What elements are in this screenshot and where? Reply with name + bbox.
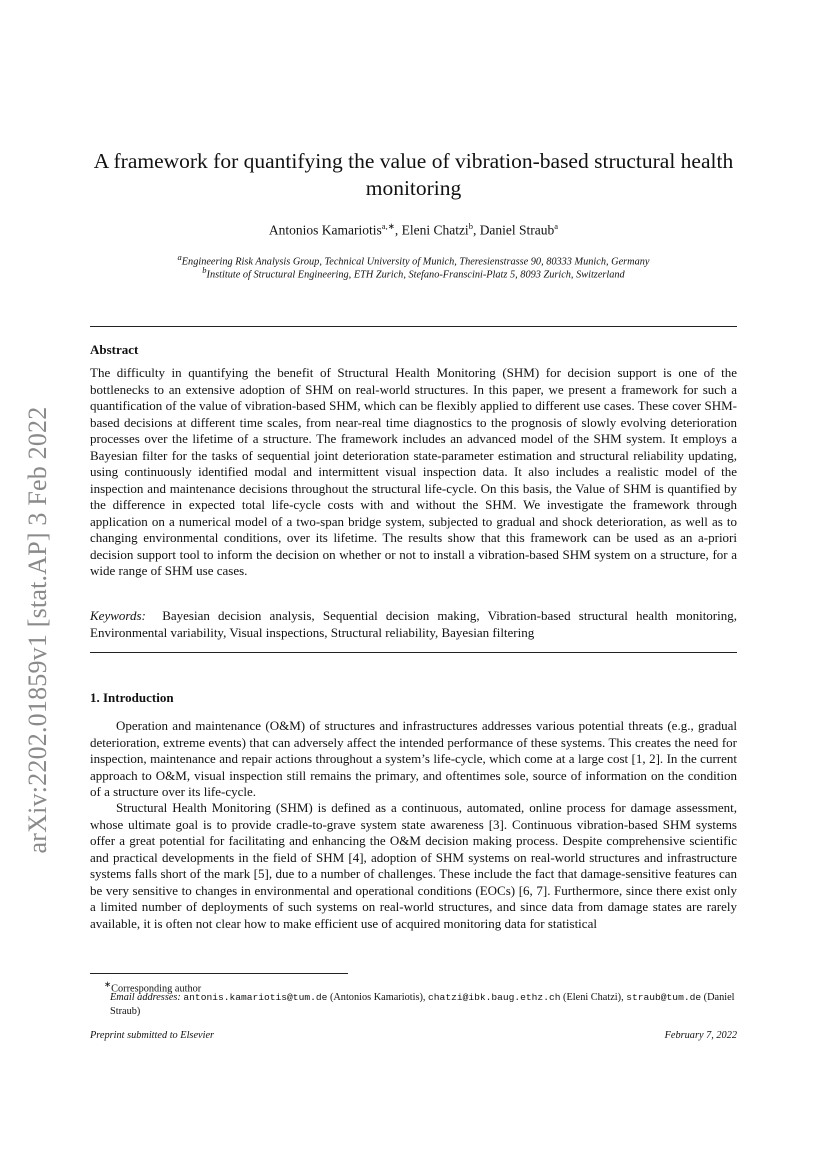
author-list: Antonios Kamariotis$^{a,∗}$, Eleni Chatzi$^b$, Daniel Straub$^a$ <box>268 221 559 238</box>
keywords-text: Bayesian decision analysis, Sequential decision making, Vibration-based structural health monitoring, Environmental variability, Visual inspections, Structural reliability, Bayesian filtering <box>90 608 737 640</box>
preprint-note: Preprint submitted to Elsevier <box>90 1030 215 1041</box>
email-link[interactable]: antonis.kamariotis@tum.de <box>183 992 328 1003</box>
email-link[interactable]: chatzi@ibk.baug.ethz.ch <box>428 992 561 1003</box>
affiliation: $^a$Engineering Risk Analysis Group, Technical University of Munich, Theresienstrasse 90, 80333 Munich, Germany <box>177 252 650 268</box>
divider <box>90 326 737 327</box>
author-affiliation-mark: b <box>468 221 473 231</box>
abstract-heading: Abstract <box>90 342 139 357</box>
author-name: Daniel Straub <box>479 222 555 238</box>
divider <box>90 652 737 653</box>
author-name: Eleni Chatzi <box>401 222 469 238</box>
arxiv-identifier: arXiv:2202.01859v1 [stat.AP] 3 Feb 2022 <box>23 406 52 854</box>
paragraph: Structural Health Monitoring (SHM) is defined as a continuous, automated, online process for damage assessment, whose ultimate goal is to provide cradle-to-grave system state awareness [3]. Continuous vibration-based SHM systems offer a great potential for facilitating and enhancing the O&M decision making process. Despite comprehensive scientific and practical developments in the field of SHM [4], adoption of SHM systems on real-world structures and infrastructure systems falls short of the mark [5], due to a number of challenges. These include the fact that damage-sensitive features can be very sensitive to changes in environmental and operational conditions (EOCs) [6, 7]. Furthermore, since there exist only a limited number of deployments of such systems on real-world structures, and since data from damage states are rarely available, it is often not clear how to make efficient use of acquired monitoring data for statistical <box>90 800 737 931</box>
keywords-label: Keywords: <box>90 608 146 623</box>
email-link[interactable]: straub@tum.de <box>626 992 702 1003</box>
paragraph: Operation and maintenance (O&M) of structures and infrastructures addresses various potential threats (e.g., gradual deterioration, extreme events) that can adversely affect the intended performance of these systems. This creates the need for inspection, maintenance and repair actions throughout a system’s life-cycle, which come at a large cost [1, 2]. In the current approach to O&M, visual inspection still remains the primary, and oftentimes sole, source of information on the condition of a structure over its life-cycle. <box>90 718 737 799</box>
email-label: Email addresses: <box>110 992 181 1003</box>
author-affiliation-mark: a <box>554 221 559 231</box>
paper-title: A framework for quantifying the value of vibration-based structural health monitoring <box>93 149 734 200</box>
preprint-date: February 7, 2022 <box>664 1030 737 1041</box>
footnote-divider <box>90 973 348 974</box>
footnote-corresponding: ∗Corresponding author <box>104 979 202 995</box>
abstract-body: The difficulty in quantifying the benefit of Structural Health Monitoring (SHM) for decision support is one of the bottlenecks to an extensive adoption of SHM on real-world structures. In this paper, we present a framework for such a quantification of the value of vibration-based SHM, which can be flexibly applied to different use cases. These cover SHM-based decisions at different time scales, from near-real time diagnostics to the prognosis of slowly evolving deterioration processes over the lifetime of a structure. The framework includes an advanced model of the SHM system. It employs a Bayesian filter for the tasks of sequential joint deterioration state-parameter estimation and structural reliability updating, using continuously identified modal and intermittent visual inspection data. It also includes a realistic model of the inspection and maintenance decisions throughout the structural life-cycle. On this basis, the Value of SHM is quantified by the difference in expected total life-cycle costs with and without the SHM. We investigate the framework through application on a numerical model of a two-span bridge system, subjected to gradual and shock deterioration, as well as to changing environmental conditions, over its lifetime. The results show that this framework can be used as an a-priori decision support tool to inform the decision on whether or not to install a vibration-based SHM system on a structure, for a wide range of SHM use cases. <box>90 365 737 578</box>
author-name: Antonios Kamariotis <box>268 222 382 238</box>
author-affiliation-mark: a,∗ <box>381 221 395 231</box>
affiliation: $^b$Institute of Structural Engineering, ETH Zurich, Stefano-Franscini-Platz 5, 8093 Zurich, Switzerland <box>202 265 625 281</box>
footnote-emails: Email addresses: antonis.kamariotis@tum.de (Antonios Kamariotis), chatzi@ibk.baug.ethz.ch (Eleni Chatzi), straub@tum.de (Daniel Straub) <box>110 992 735 1017</box>
keywords <box>90 608 737 641</box>
section-heading: 1. Introduction <box>90 690 174 705</box>
